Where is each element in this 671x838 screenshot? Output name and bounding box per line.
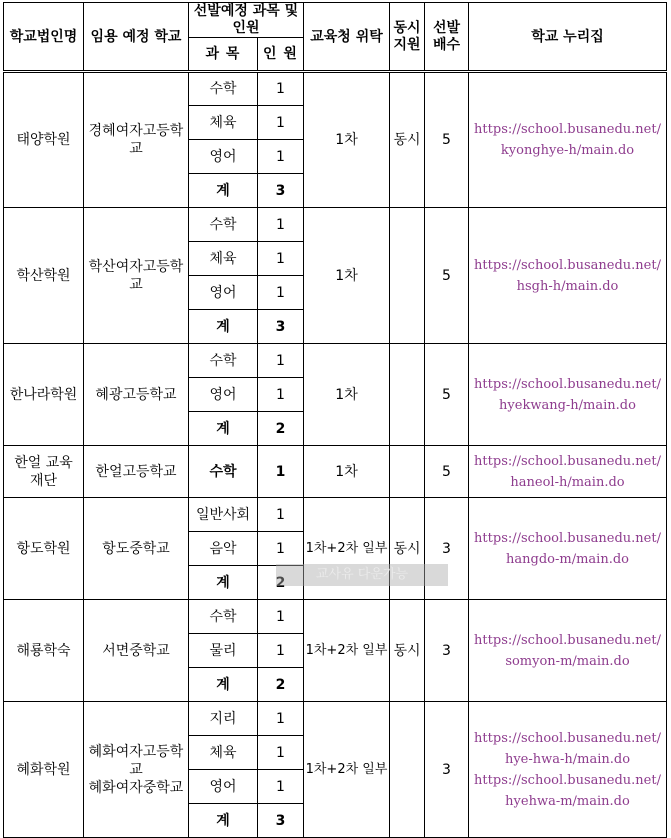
subject-cell: 수학 bbox=[189, 600, 258, 634]
total-label: 계 bbox=[189, 412, 258, 446]
header-concurrent: 동시 지원 bbox=[390, 3, 425, 72]
entrust-cell: 1차 bbox=[304, 72, 390, 208]
corp-cell: 해룡학숙 bbox=[4, 600, 84, 702]
entrust-cell: 1차+2차 일부 bbox=[304, 600, 390, 702]
entrust-cell: 1차+2차 일부 bbox=[304, 498, 390, 600]
count-cell: 1 bbox=[258, 446, 304, 498]
school-cell: 경혜여자고등학교 bbox=[84, 72, 189, 208]
count-cell: 1 bbox=[258, 72, 304, 106]
table-body bbox=[4, 72, 667, 838]
header-selection: 선발예정 과목 및 인원 bbox=[189, 3, 304, 38]
entrust-cell: 1차 bbox=[304, 446, 390, 498]
header-multiple: 선발 배수 bbox=[425, 3, 469, 72]
watermark: 교사유 다운가능 bbox=[276, 564, 448, 586]
homepage-link[interactable] bbox=[469, 702, 667, 838]
corp-cell: 학산학원 bbox=[4, 208, 84, 344]
homepage-url[interactable]: https://school.busanedu.net/hsgh-h/main.do bbox=[474, 257, 661, 294]
corp-cell: 한얼 교육재단 bbox=[4, 446, 84, 498]
concurrent-cell bbox=[390, 446, 425, 498]
subject-cell: 영어 bbox=[189, 770, 258, 804]
homepage-url[interactable]: https://school.busanedu.net/haneol-h/main.do bbox=[474, 453, 661, 490]
count-cell: 1 bbox=[258, 634, 304, 668]
count-cell: 1 bbox=[258, 532, 304, 566]
homepage-link[interactable] bbox=[469, 72, 667, 208]
school-cell: 한얼고등학교 bbox=[84, 446, 189, 498]
subject-cell: 음악 bbox=[189, 532, 258, 566]
total-label: 계 bbox=[189, 804, 258, 838]
total-label: 계 bbox=[189, 566, 258, 600]
table-row bbox=[4, 600, 667, 634]
corp-cell: 태양학원 bbox=[4, 72, 84, 208]
school-cell: 서면중학교 bbox=[84, 600, 189, 702]
corp-cell: 혜화학원 bbox=[4, 702, 84, 838]
entrust-cell: 1차+2차 일부 bbox=[304, 702, 390, 838]
total-count: 3 bbox=[258, 310, 304, 344]
total-count: 2 bbox=[258, 412, 304, 446]
school-name: 혜화여자중학교 bbox=[88, 779, 184, 796]
header-corp: 학교법인명 bbox=[4, 3, 84, 72]
entrust-cell: 1차 bbox=[304, 208, 390, 344]
homepage-link[interactable] bbox=[469, 344, 667, 446]
header-count: 인 원 bbox=[258, 38, 304, 72]
table-row bbox=[4, 702, 667, 736]
multiple-cell: 3 bbox=[425, 702, 469, 838]
entrust-cell: 1차 bbox=[304, 344, 390, 446]
subject-cell: 체육 bbox=[189, 106, 258, 140]
homepage-link[interactable] bbox=[469, 600, 667, 702]
homepage-url[interactable]: https://school.busanedu.net/hangdo-m/main.do bbox=[474, 530, 661, 567]
subject-cell: 체육 bbox=[189, 736, 258, 770]
subject-cell: 영어 bbox=[189, 140, 258, 174]
school-cell: 학산여자고등학교 bbox=[84, 208, 189, 344]
recruitment-table bbox=[3, 2, 667, 838]
homepage-url[interactable]: https://school.busanedu.net/somyon-m/main.do bbox=[474, 632, 661, 669]
header-subject: 과 목 bbox=[189, 38, 258, 72]
homepage-url[interactable]: https://school.busanedu.net/kyonghye-h/main.do bbox=[474, 122, 661, 158]
concurrent-cell bbox=[390, 702, 425, 838]
header-school: 임용 예정 학교 bbox=[84, 3, 189, 72]
multiple-cell: 3 bbox=[425, 600, 469, 702]
subject-cell: 지리 bbox=[189, 702, 258, 736]
count-cell: 1 bbox=[258, 702, 304, 736]
total-count: 2 bbox=[258, 668, 304, 702]
total-count: 2 bbox=[258, 566, 304, 600]
subject-cell: 일반사회 bbox=[189, 498, 258, 532]
homepage-link[interactable] bbox=[469, 446, 667, 498]
total-label: 계 bbox=[189, 668, 258, 702]
count-cell: 1 bbox=[258, 106, 304, 140]
multiple-cell: 5 bbox=[425, 446, 469, 498]
table-row bbox=[4, 72, 667, 106]
corp-cell: 항도학원 bbox=[4, 498, 84, 600]
count-cell: 1 bbox=[258, 600, 304, 634]
count-cell: 1 bbox=[258, 498, 304, 532]
homepage-url[interactable]: https://school.busanedu.net/hyehwa-m/main.do bbox=[474, 772, 661, 809]
header-entrust: 교육청 위탁 bbox=[304, 3, 390, 72]
concurrent-cell bbox=[390, 208, 425, 344]
table-row bbox=[4, 498, 667, 532]
count-cell: 1 bbox=[258, 140, 304, 174]
subject-cell: 수학 bbox=[189, 208, 258, 242]
concurrent-cell bbox=[390, 344, 425, 446]
table-row bbox=[4, 344, 667, 378]
subject-cell: 영어 bbox=[189, 276, 258, 310]
school-cell: 항도중학교 bbox=[84, 498, 189, 600]
multiple-cell: 5 bbox=[425, 344, 469, 446]
count-cell: 1 bbox=[258, 736, 304, 770]
homepage-link[interactable] bbox=[469, 208, 667, 344]
total-label: 계 bbox=[189, 174, 258, 208]
multiple-cell: 5 bbox=[425, 72, 469, 208]
school-cell: 혜광고등학교 bbox=[84, 344, 189, 446]
subject-cell: 영어 bbox=[189, 378, 258, 412]
multiple-cell: 3 bbox=[425, 498, 469, 600]
subject-cell: 체육 bbox=[189, 242, 258, 276]
table-header bbox=[4, 3, 667, 72]
concurrent-cell: 동시 bbox=[390, 72, 425, 208]
subject-cell: 물리 bbox=[189, 634, 258, 668]
total-count: 3 bbox=[258, 804, 304, 838]
subject-cell: 수학 bbox=[189, 344, 258, 378]
count-cell: 1 bbox=[258, 344, 304, 378]
subject-cell: 수학 bbox=[189, 72, 258, 106]
homepage-url[interactable]: https://school.busanedu.net/hye-hwa-h/main.do bbox=[474, 730, 661, 767]
subject-cell: 수학 bbox=[189, 446, 258, 498]
table-row bbox=[4, 208, 667, 242]
count-cell: 1 bbox=[258, 276, 304, 310]
total-label: 계 bbox=[189, 310, 258, 344]
homepage-url[interactable]: https://school.busanedu.net/hyekwang-h/main.do bbox=[474, 376, 661, 413]
count-cell: 1 bbox=[258, 242, 304, 276]
school-cell bbox=[84, 702, 189, 838]
count-cell: 1 bbox=[258, 378, 304, 412]
count-cell: 1 bbox=[258, 770, 304, 804]
multiple-cell: 5 bbox=[425, 208, 469, 344]
header-homepage: 학교 누리집 bbox=[469, 3, 667, 72]
total-count: 3 bbox=[258, 174, 304, 208]
count-cell: 1 bbox=[258, 208, 304, 242]
concurrent-cell: 동시 bbox=[390, 600, 425, 702]
concurrent-cell: 동시 bbox=[390, 498, 425, 600]
table-row bbox=[4, 446, 667, 498]
corp-cell: 한나라학원 bbox=[4, 344, 84, 446]
school-name: 혜화여자고등학교 bbox=[88, 743, 184, 778]
homepage-link[interactable] bbox=[469, 498, 667, 600]
